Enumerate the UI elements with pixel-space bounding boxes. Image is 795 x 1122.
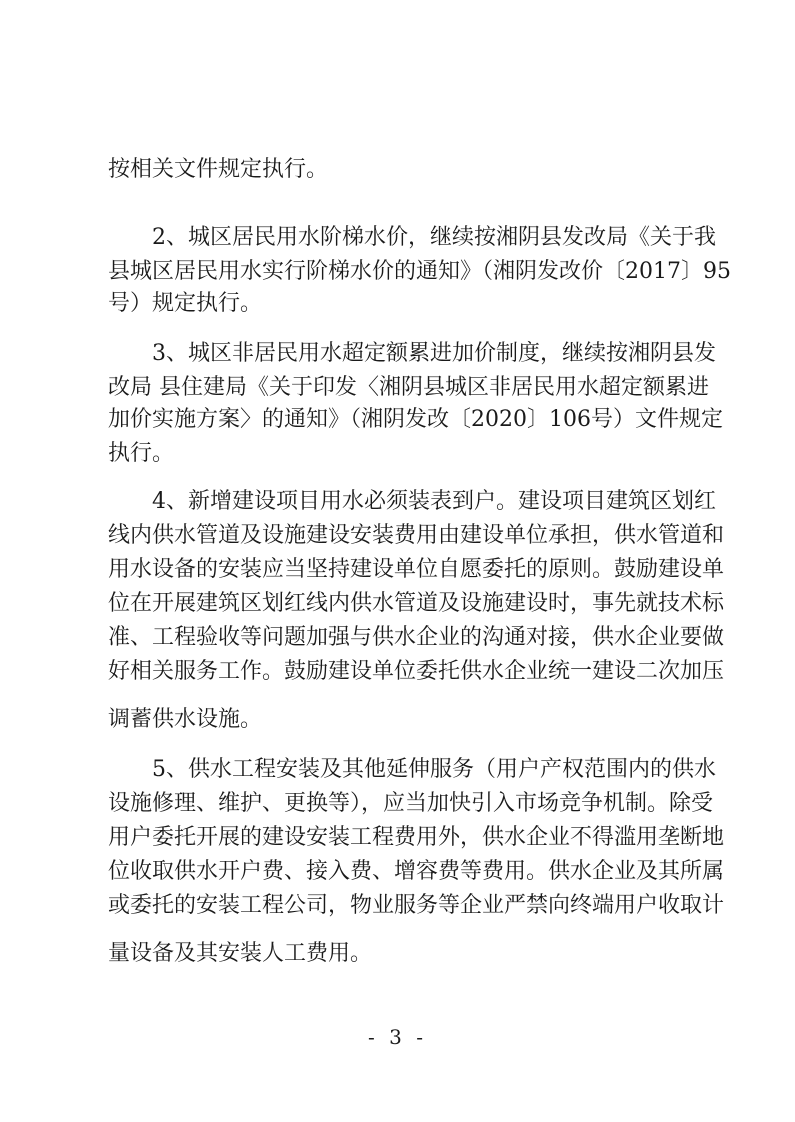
text-line: 按相关文件规定执行。 (108, 157, 329, 182)
text-line: 或委托的安装工程公司，物业服务等企业严禁向终端用户收取计 (108, 893, 725, 918)
text-line: 准、工程验收等问题加强与供水企业的沟通对接，供水企业要做 (108, 625, 725, 650)
text-line: 4、新增建设项目用水必须装表到户。建设项目建筑区划红 (152, 489, 716, 514)
text-line: 县城区居民用水实行阶梯水价的通知》（湘阴发改价〔2017〕95 (108, 259, 731, 284)
text-line: 设施修理、维护、更换等），应当加快引入市场竞争机制。除受 (108, 791, 714, 816)
page-number: - 3 - (368, 1025, 427, 1049)
text-line: 调蓄供水设施。 (108, 707, 263, 732)
text-line: 量设备及其安装人工费用。 (108, 941, 373, 966)
text-line: 位在开展建筑区划红线内供水管道及设施建设时，事先就技术标 (108, 591, 725, 616)
text-line: 用水设备的安装应当坚持建设单位自愿委托的原则。鼓励建设单 (108, 557, 725, 582)
text-line: 加价实施方案〉的通知》（湘阴发改〔2020〕106号）文件规定 (108, 407, 723, 432)
text-line: 用户委托开展的建设安装工程费用外，供水企业不得滥用垄断地 (108, 825, 725, 850)
text-line: 3、城区非居民用水超定额累进加价制度，继续按湘阴县发 (152, 341, 716, 366)
text-line: 线内供水管道及设施建设安装费用由建设单位承担，供水管道和 (108, 523, 725, 548)
text-line: 位收取供水开户费、接入费、增容费等费用。供水企业及其所属 (108, 859, 725, 884)
text-line: 2、城区居民用水阶梯水价，继续按湘阴县发改局《关于我 (152, 225, 716, 250)
text-line: 改局 县住建局《关于印发〈湘阴县城区非居民用水超定额累进 (108, 375, 709, 400)
text-line: 执行。 (108, 441, 175, 466)
text-line: 好相关服务工作。鼓励建设单位委托供水企业统一建设二次加压 (108, 659, 725, 684)
text-line: 号）规定执行。 (108, 291, 263, 316)
text-line: 5、供水工程安装及其他延伸服务（用户产权范围内的供水 (152, 757, 716, 782)
